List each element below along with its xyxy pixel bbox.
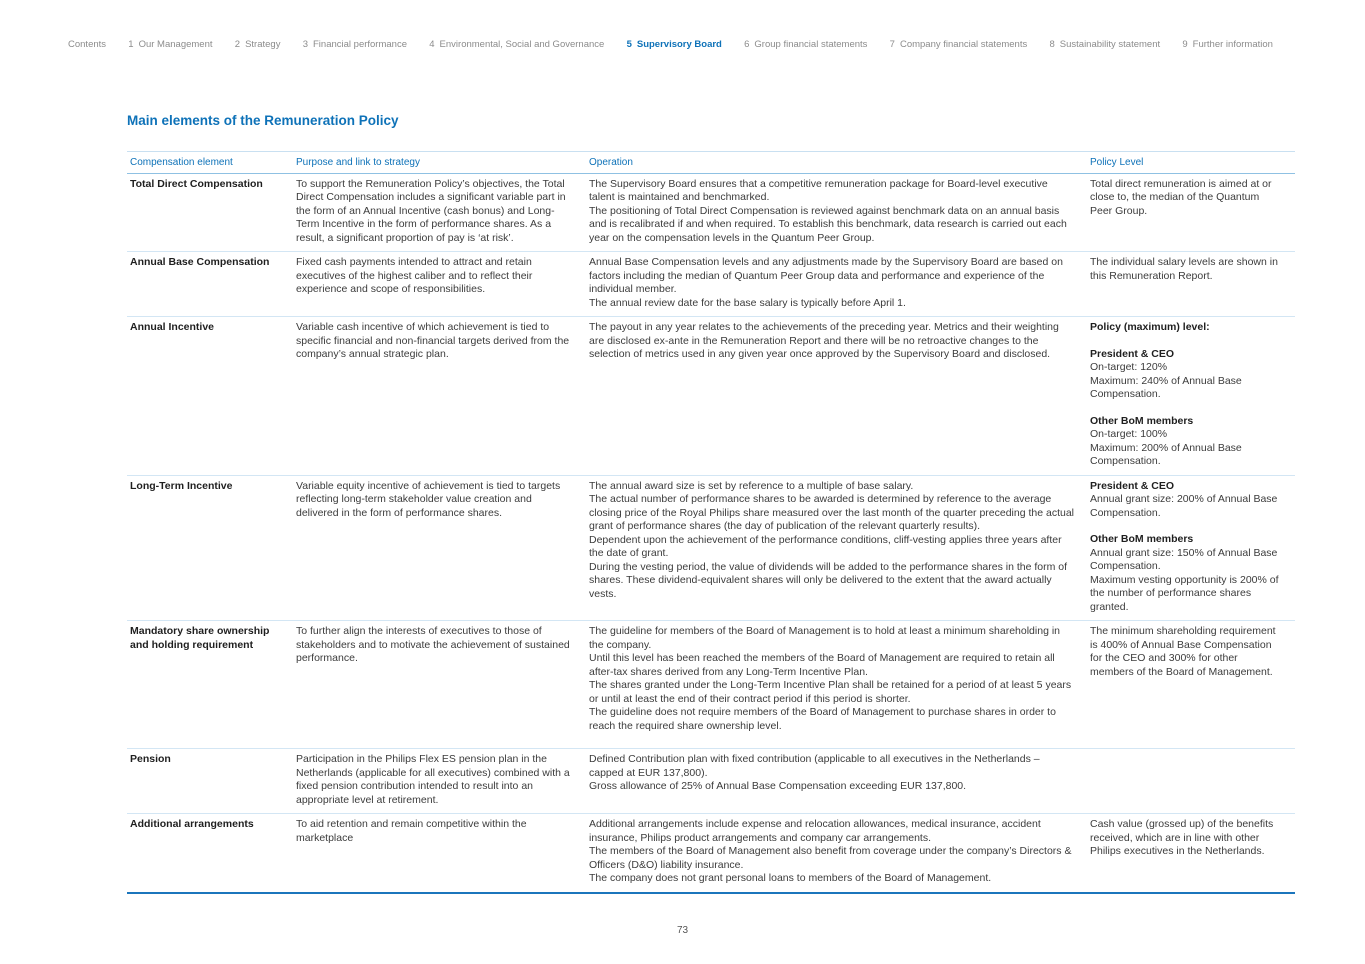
operation-paragraph: Dependent upon the achievement of the performance conditions, cliff-vesting applies three years after the date of grant. [589,533,1062,559]
table-row [127,748,1295,813]
nav-item-financial-performance[interactable] [303,39,407,50]
purpose-paragraph: Participation in the Philips Flex ES pension plan in the Netherlands (applicable for all executives) combined with a fixed pension contribution intended to result into an appropriate level at retirement. [296,753,570,806]
nav-item-label: Strategy [245,39,281,50]
policy-text: Maximum vesting opportunity is 200% of the number of performance shares granted. [1090,573,1279,613]
cell-operation [586,621,1087,748]
purpose-paragraph: Variable cash incentive of which achievement is tied to specific financial and non-financial targets derived from the company’s annual strategic plan. [296,321,570,360]
policy-spacer [1090,335,1283,348]
purpose-paragraph: Fixed cash payments intended to attract and retain executives of the highest caliber and to reflect their experience and scope of responsibilities. [296,256,533,295]
nav-item-environmental-social-and-governance[interactable] [429,39,604,50]
nav-item-group-financial-statements[interactable] [744,39,867,50]
nav-item-number: 9 [1182,39,1188,50]
column-header-operation: Operation [589,157,633,168]
policy-spacer [1090,402,1283,415]
table-row [127,475,1295,621]
cell-compensation-element: Annual Base Compensation [130,256,270,268]
operation-paragraph: Additional arrangements include expense and relocation allowances, medical insurance, accident insurance, Philips product arrangements and company car arrangements. [589,818,1041,844]
nav-item-number: 6 [744,39,750,50]
cell-operation [586,317,1087,475]
operation-paragraph: Gross allowance of 25% of Annual Base Compensation exceeding EUR 137,800. [589,780,967,792]
cell-policy-level [1087,174,1295,252]
table-row [127,174,1295,252]
cell-compensation-element: Pension [130,753,171,765]
operation-paragraph: The Supervisory Board ensures that a competitive remuneration package for Board-level executive talent is maintained and benchmarked. [589,177,1048,203]
nav-item-number: 2 [234,39,241,50]
purpose-paragraph: Variable equity incentive of achievement is tied to targets reflecting long-term stakeholder value creation and delivered in the form of performance shares. [296,479,561,519]
cell-policy-level [1087,814,1295,892]
cell-operation [586,749,1087,813]
nav-item-company-financial-statements[interactable] [890,39,1028,50]
operation-paragraph: The members of the Board of Management also benefit from coverage under the company’s Directors & Officers (D&O) liability insurance. [589,845,1072,871]
operation-paragraph: During the vesting period, the value of dividends will be added to the performance shares in the form of shares. These dividend-equivalent shares will only be delivered to the extent that the award actually vests. [589,560,1068,600]
column-header-compensation-element: Compensation element [130,157,233,168]
table-row [127,251,1295,316]
nav-item-label: Further information [1192,39,1273,50]
policy-subheading: Other BoM members [1090,414,1194,427]
operation-paragraph: The shares granted under the Long-Term Incentive Plan shall be retained for a period of at least 5 years or until at least the end of their contract period if this period is shorter. [589,679,1072,705]
cell-policy-level [1087,317,1295,475]
top-nav [68,39,1273,50]
cell-purpose [293,317,586,475]
cell-operation [586,476,1087,621]
operation-paragraph: The annual award size is set by reference to a multiple of base salary. [589,479,914,492]
cell-purpose [293,814,586,892]
nav-item-label: Group financial statements [754,39,868,50]
cell-purpose [293,476,586,621]
policy-text: On-target: 120% [1090,361,1168,373]
operation-paragraph: Annual Base Compensation levels and any adjustments made by the Supervisory Board are based on factors including the median of Quantum Peer Group data and performance and experience of the individual member. [589,256,1063,295]
table-row [127,813,1295,892]
table-row [127,620,1295,748]
policy-subheading: Other BoM members [1090,533,1194,545]
column-header-policy-level: Policy Level [1090,157,1144,168]
nav-item-number: 4 [429,39,435,50]
cell-compensation-element: Total Direct Compensation [130,177,263,190]
page-number: 73 [676,925,689,936]
operation-paragraph: The annual review date for the base salary is typically before April 1. [589,296,906,309]
cell-policy-level [1087,252,1295,316]
operation-paragraph: Until this level has been reached the members of the Board of Management are required to retain all after-tax shares derived from any Long-Term Incentive Plan. [589,652,1055,678]
nav-item-number: 7 [889,39,895,50]
policy-subheading: Policy (maximum) level: [1090,321,1210,333]
policy-spacer [1090,520,1283,533]
cell-compensation-element: Mandatory share ownership and holding requirement [130,625,270,651]
nav-item-supervisory-board[interactable] [627,39,722,50]
table-header-row [127,152,1295,174]
operation-paragraph: The guideline for members of the Board of Management is to hold at least a minimum shareholding in the company. [589,625,1061,651]
nav-item-label: Financial performance [313,39,407,50]
cell-purpose [293,621,586,748]
purpose-paragraph: To support the Remuneration Policy’s objectives, the Total Direct Compensation includes a significant variable part in the form of an Annual Incentive (cash bonus) and Long-Term Incentive in the form of performance shares. As a result, a significant proportion of pay is ‘at risk’. [296,177,566,244]
nav-item-contents[interactable] [68,39,106,50]
nav-item-number: 3 [302,39,308,50]
nav-item-label: Sustainability statement [1059,39,1161,50]
operation-paragraph: The guideline does not require members of the Board of Management to purchase shares in order to reach the required share ownership level. [589,706,1056,732]
nav-item-strategy[interactable] [235,39,281,50]
policy-subheading: President & CEO [1090,347,1175,360]
table-row [127,316,1295,475]
nav-item-label: Company financial statements [899,39,1028,50]
operation-paragraph: The actual number of performance shares to be awarded is determined by reference to the average closing price of the Royal Philips share measured over the last month of the quarter preceding the actual grant of performance shares (the day of publication of the relevant quarterly results). [589,493,1075,532]
cell-policy-level [1087,749,1295,813]
policy-text: Annual grant size: 150% of Annual Base Compensation. [1090,546,1278,572]
remuneration-policy-table [127,151,1295,894]
operation-paragraph: The positioning of Total Direct Compensation is reviewed against benchmark data on an annual basis and is recalibrated if and when required. To establish this benchmark, data research is carried out each year on the compensation levels in the Quantum Peer Group. [589,204,1067,244]
cell-compensation-element: Annual Incentive [130,321,215,333]
policy-text: Maximum: 200% of Annual Base Compensation. [1090,441,1242,467]
nav-item-number: 5 [626,39,632,50]
cell-operation [586,252,1087,316]
policy-text: The individual salary levels are shown in this Remuneration Report. [1090,256,1278,282]
column-header-purpose: Purpose and link to strategy [296,157,420,168]
nav-item-label: Contents [68,39,107,50]
operation-paragraph: Defined Contribution plan with fixed contribution (applicable to all executives in the Netherlands – capped at EUR 137,800). [589,753,1040,779]
purpose-paragraph: To further align the interests of executives to those of stakeholders and to motivate the achievement of sustained performance. [296,625,570,664]
cell-purpose [293,252,586,316]
nav-item-label: Our Management [138,39,213,50]
purpose-paragraph: To aid retention and remain competitive within the marketplace [296,818,527,844]
cell-compensation-element: Long-Term Incentive [130,479,233,492]
nav-item-further-information[interactable] [1182,39,1273,50]
policy-subheading: President & CEO [1090,479,1175,492]
cell-purpose [293,749,586,813]
page-title: Main elements of the Remuneration Policy [127,113,399,128]
nav-item-sustainability-statement[interactable] [1049,39,1160,50]
policy-text: Annual grant size: 200% of Annual Base Compensation. [1090,493,1278,519]
cell-purpose [293,174,586,252]
policy-text: The minimum shareholding requirement is 400% of Annual Base Compensation for the CEO and 300% for other members of the Board of Management. [1090,625,1276,678]
nav-item-our-management[interactable] [128,39,212,50]
policy-text: Total direct remuneration is aimed at or close to, the median of the Quantum Peer Group. [1090,177,1272,217]
cell-operation [586,174,1087,252]
operation-paragraph: The payout in any year relates to the achievements of the preceding year. Metrics and their weighting are disclosed ex-ante in the Remuneration Report and there will be no retroactive changes to the selection of metrics used in any given year once approved by the Supervisory Board and disclosed. [589,321,1059,360]
policy-text: Cash value (grossed up) of the benefits received, which are in line with other Philips executives in the Netherlands. [1090,818,1274,857]
nav-item-label: Supervisory Board [636,39,722,50]
cell-policy-level [1087,476,1295,621]
nav-item-number: 8 [1049,39,1055,50]
policy-text: Maximum: 240% of Annual Base Compensation. [1090,374,1242,400]
nav-item-number: 1 [128,39,134,50]
policy-text: On-target: 100% [1090,428,1168,440]
nav-item-label: Environmental, Social and Governance [439,39,605,50]
cell-policy-level [1087,621,1295,748]
cell-compensation-element: Additional arrangements [130,818,254,830]
operation-paragraph: The company does not grant personal loans to members of the Board of Management. [589,872,992,884]
cell-operation [586,814,1087,892]
